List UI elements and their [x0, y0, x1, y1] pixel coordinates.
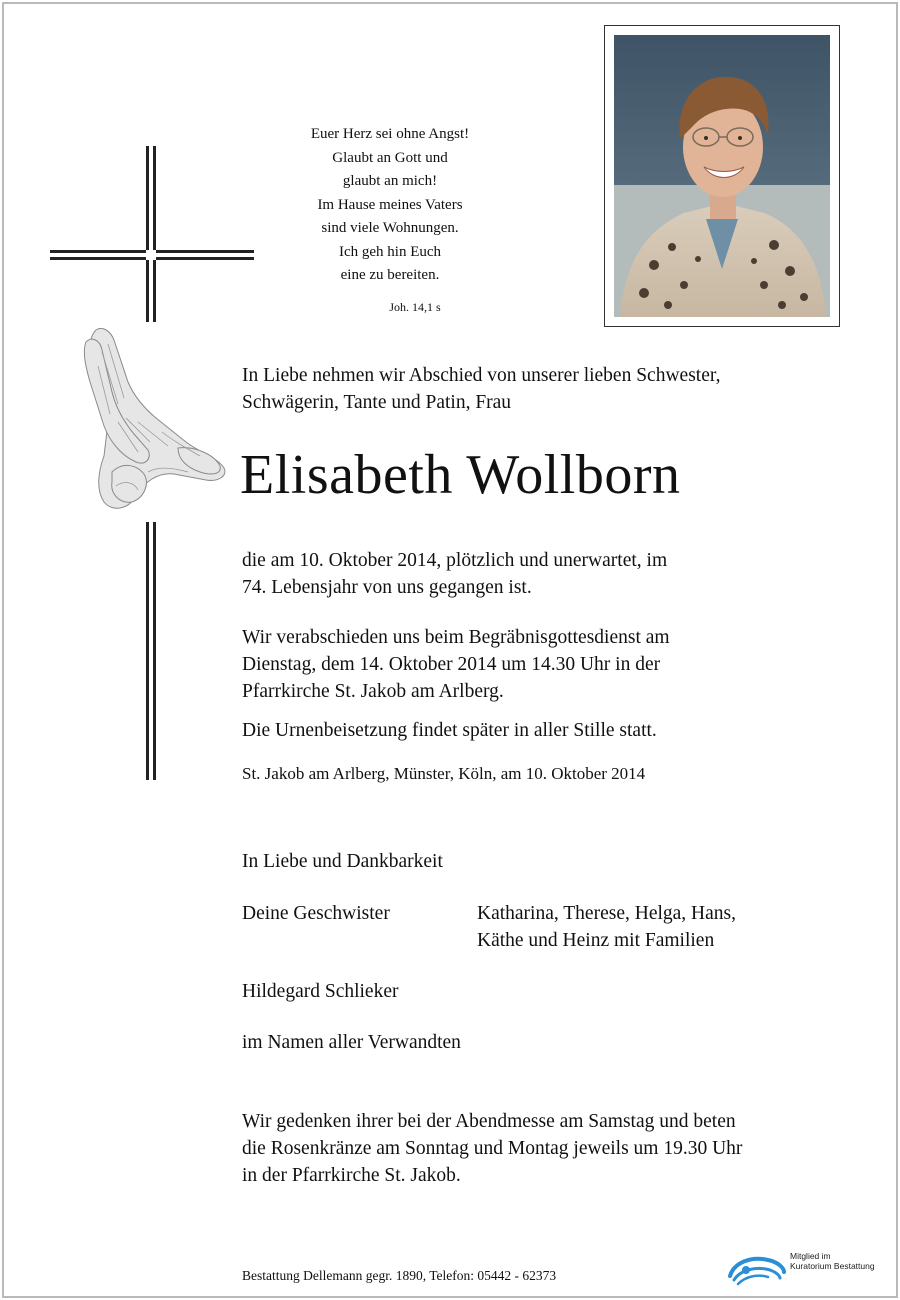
siblings-label	[242, 900, 390, 927]
place-date: St. Jakob am Arlberg, Münster, Köln, am 10. Oktober 2014	[242, 764, 646, 783]
member-badge-line: Kuratorium Bestattung	[790, 1261, 875, 1271]
portrait-frame	[604, 25, 840, 327]
praying-hands-icon	[78, 322, 230, 522]
intro-line: Schwägerin, Tante und Patin, Frau	[242, 392, 512, 413]
portrait-photo	[614, 35, 830, 317]
verse-line: eine zu bereiten.	[340, 267, 440, 283]
urn-burial-line: Die Urnenbeisetzung findet später in aller Stille statt.	[242, 720, 657, 741]
verse-reference: Joh. 14,1 s	[389, 300, 441, 314]
memorial-line: Wir gedenken ihrer bei der Abendmesse am Samstag und beten	[242, 1111, 736, 1132]
mourner-name	[242, 978, 399, 1005]
mourner-line: Hildegard Schlieker	[242, 981, 399, 1002]
funeral-line: Pfarrkirche St. Jakob am Arlberg.	[242, 681, 504, 702]
verse-line: Euer Herz sei ohne Angst!	[310, 126, 470, 142]
member-badge-line: Mitglied im	[790, 1251, 831, 1261]
siblings-names-line: Käthe und Heinz mit Familien	[477, 930, 715, 951]
memorial-line: in der Pfarrkirche St. Jakob.	[242, 1165, 461, 1186]
closing-line: In Liebe und Dankbarkeit	[242, 851, 443, 872]
intro-line: In Liebe nehmen wir Abschied von unserer lieben Schwester,	[242, 365, 721, 386]
bible-verse	[240, 123, 540, 288]
kuratorium-logo-icon	[724, 1246, 790, 1288]
funeral-line: Dienstag, dem 14. Oktober 2014 um 14.30 Uhr in der	[242, 654, 661, 675]
verse-line: sind viele Wohnungen.	[321, 220, 459, 236]
relatives-text	[242, 1029, 461, 1056]
siblings-names-line: Katharina, Therese, Helga, Hans,	[477, 903, 736, 924]
verse-line: glaubt an mich!	[342, 173, 438, 189]
memorial-line: die Rosenkränze am Sonntag und Montag jeweils um 19.30 Uhr	[242, 1138, 743, 1159]
death-notice-line: 74. Lebensjahr von uns gegangen ist.	[242, 577, 532, 598]
funeral-info	[242, 624, 670, 705]
closing-text	[242, 848, 443, 875]
funeral-home-footer: Bestattung Dellemann gegr. 1890, Telefon: 05442 - 62373	[242, 1268, 557, 1283]
verse-line: Im Hause meines Vaters	[317, 196, 463, 213]
siblings-names	[477, 900, 736, 954]
verse-line: Ich geh hin Euch	[338, 243, 442, 260]
member-badge-text	[790, 1251, 875, 1271]
death-notice	[242, 547, 667, 601]
relatives-line: im Namen aller Verwandten	[242, 1032, 461, 1053]
verse-line: Glaubt an Gott und	[332, 149, 448, 166]
deceased-name: Elisabeth Wollborn	[240, 444, 681, 506]
death-notice-line: die am 10. Oktober 2014, plötzlich und unerwartet, im	[242, 550, 668, 571]
memorial-info	[242, 1108, 742, 1189]
siblings-label-text: Deine Geschwister	[242, 903, 390, 924]
funeral-line: Wir verabschieden uns beim Begräbnisgottesdienst am	[242, 627, 670, 648]
urn-burial-text	[242, 717, 657, 744]
intro-text	[242, 362, 720, 416]
